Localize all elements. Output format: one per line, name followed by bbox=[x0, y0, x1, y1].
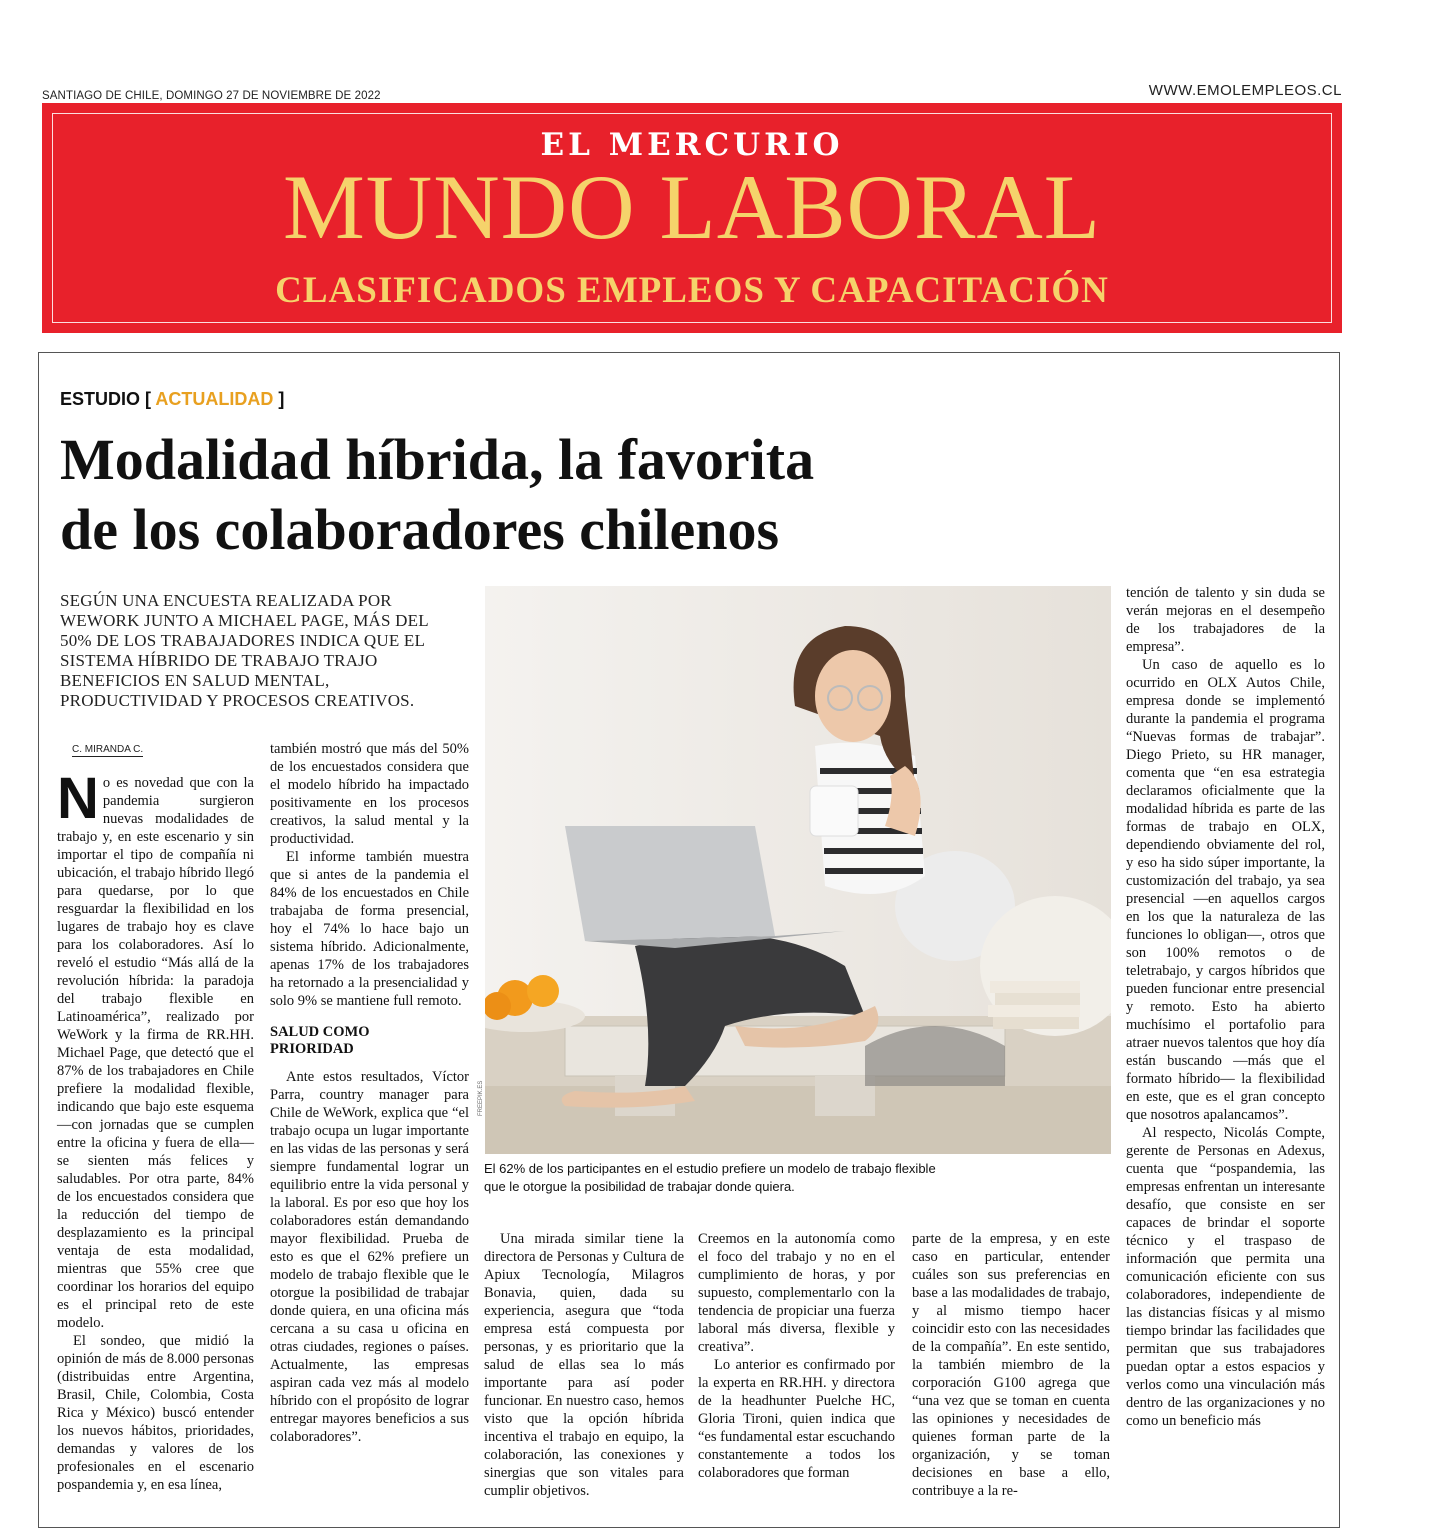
body-column-4 bbox=[698, 1230, 895, 1482]
byline: C. MIRANDA C. bbox=[72, 744, 144, 755]
body-column-5 bbox=[912, 1230, 1110, 1500]
body-paragraph: Creemos en la autonomía como el foco del trabajo y no en el cumplimiento de horas, y por supuesto, complementarlo con la tendencia de propiciar una fuerza laboral más diversa, flexible y creativa”. bbox=[698, 1231, 895, 1355]
body-column-6 bbox=[1126, 584, 1325, 1430]
body-paragraph: El informe también muestra que si antes de la pandemia el 84% de los encuestados en Chile trabajaba de forma presencial, hoy el 74% lo hace bajo un sistema híbrido. Adicionalmente, apenas 17% de los trabajadores ha retornado a la presencialidad y solo 9% se mantiene full remoto. bbox=[270, 849, 469, 1009]
body-paragraph: también mostró que más del 50% de los encuestados considera que el modelo híbrido ha impactado positivamente en los procesos creativos, la salud mental y la productividad. bbox=[270, 741, 469, 847]
body-paragraph: Lo anterior es confirmado por la experta en RR.HH. y directora de la headhunter Puelche HC, Gloria Tironi, quien indica que “es fundamental estar escuchando constantemente a todos los colaboradores que forman bbox=[698, 1357, 895, 1481]
body-column-2 bbox=[270, 740, 469, 1446]
subheading: SALUD COMO PRIORIDAD bbox=[270, 1024, 370, 1057]
subsection-name: ACTUALIDAD bbox=[155, 389, 274, 409]
article-lead bbox=[60, 591, 480, 711]
body-column-3 bbox=[484, 1230, 684, 1500]
body-paragraph: No es novedad que con la pandemia surgieron nuevas modalidades de trabajo y, en este escenario y sin importar el tipo de compañía ni ubicación, el trabajo híbrido llegó para quedarse, por lo que resguardar la flexibilidad en los lugares de trabajo hoy es clave para los colaboradores. Así lo reveló el estudio “Más allá de la revolución híbrida: la paradoja del trabajo flexible en Latinoamérica”, realizado por WeWork y la firma de RR.HH. Michael Page, que detectó que el 87% de los trabajadores en Chile prefiere la modalidad flexible, indicando que bajo este esquema —con jornadas que se cumplen entre la oficina y fuera de ella— se sienten más felices y saludables. Por otra parte, 84% de los encuestados considera que la reducción del tiempo de desplazamiento es la principal ventaja de esta modalidad, mientras que 55% cree que coordinar los horarios del equipo es el principal reto de este modelo. bbox=[57, 766, 254, 1331]
body-column-1 bbox=[57, 766, 254, 1494]
drop-cap: N bbox=[57, 766, 99, 831]
caption-line: El 62% de los participantes en el estudio prefiere un modelo de trabajo flexible bbox=[484, 1161, 936, 1176]
body-paragraph: Una mirada similar tiene la directora de Personas y Cultura de Apiux Tecnología, Milagros Bonavia, quien, dada su experiencia, asegura que “toda empresa está compuesta por personas, y es prioritario que la salud de ellas sea lo más importante para así poder funcionar. En nuestro caso, hemos visto que la opción híbrida incentiva el trabajo en equipo, la colaboración, las conexiones y sinergias que son vitales para cumplir objetivos. bbox=[484, 1231, 684, 1499]
body-paragraph: tención de talento y sin duda se verán mejoras en el desempeño de los trabajadores de la empresa”. bbox=[1126, 585, 1325, 655]
lead-line: WEWORK JUNTO A MICHAEL PAGE, MÁS DEL bbox=[60, 611, 429, 630]
section-label: ESTUDIO [ ACTUALIDAD ] bbox=[60, 389, 285, 409]
caption-line: que le otorgue la posibilidad de trabajar donde quiera. bbox=[484, 1179, 795, 1194]
masthead-banner bbox=[42, 103, 1342, 333]
body-paragraph: Un caso de aquello es lo ocurrido en OLX Autos Chile, empresa donde se implementó durante la pandemia el programa “Nuevas formas de trabajar”. Diego Prieto, su HR manager, comenta que “en esa estrategia declaramos oficialmente que la modalidad híbrida es parte de las formas de trabajo en OLX, dependiendo obviamente del rol, y eso ha sido súper importante, la customización del trabajo, ya sea presencial —en aquellos cargos en los que la naturaleza de las funciones lo obligan—, otros que son 100% remotos o de teletrabajo, y cargos híbridos que pueden funcionar entre presencial y remoto. Esto ha abierto muchísimo el portafolio para atraer nuevos talentos que hoy día están buscando —más que el formato híbrido— la flexibilidad en este, que es el gran concepto que nosotros apalancamos”. bbox=[1126, 657, 1325, 1123]
section-name: ESTUDIO bbox=[60, 389, 141, 409]
photo-caption bbox=[484, 1160, 1004, 1196]
lead-line: PRODUCTIVIDAD Y PROCESOS CREATIVOS. bbox=[60, 691, 415, 710]
masthead-title: MUNDO LABORAL bbox=[283, 156, 1101, 258]
lead-line: SISTEMA HÍBRIDO DE TRABAJO TRAJO bbox=[60, 651, 378, 670]
dateline: SANTIAGO DE CHILE, DOMINGO 27 DE NOVIEMBRE DE 2022 bbox=[42, 90, 381, 102]
body-paragraph: El sondeo, que midió la opinión de más de 8.000 personas (distribuidas entre Argentina, Brasil, Chile, Colombia, Costa Rica y México) buscó entender los nuevos hábitos, prioridades, demandas y valores de los profesionales en el escenario pospandemia y, en esa línea, bbox=[57, 1333, 254, 1493]
website-url[interactable]: WWW.EMOLEMPLEOS.CL bbox=[1148, 82, 1342, 99]
lead-line: SEGÚN UNA ENCUESTA REALIZADA POR bbox=[60, 591, 392, 610]
article-photo bbox=[485, 586, 1111, 1154]
lead-line: BENEFICIOS EN SALUD MENTAL, bbox=[60, 671, 330, 690]
article-headline bbox=[60, 425, 1020, 565]
lead-line: 50% DE LOS TRABAJADORES INDICA QUE EL bbox=[60, 631, 426, 650]
photo-credit: FREEPIK.ES bbox=[478, 1080, 484, 1116]
body-paragraph: Al respecto, Nicolás Compte, gerente de Personas en Adexus, cuenta que “pospandemia, las empresas enfrentan un interesante desafío, que consiste en ser capaces de brindar el soporte técnico y el traspaso de información que permita una comunicación eficiente con sus colaboradores, independiente de las distancias físicas y al mismo tiempo brindar las facilidades que permitan que sus trabajadores puedan optar a estos espacios y verlos como una vinculación más dentro de las organizaciones y no como un beneficio más bbox=[1126, 1125, 1325, 1429]
body-paragraph: parte de la empresa, y en este caso en particular, entender cuáles son sus preferencias en base a las modalidades de trabajo, y al mismo tiempo hacer coincidir esto con las necesidades de la compañía”. En este sentido, la también miembro de la corporación G100 agrega que “una vez que se toman en cuenta las opiniones y necesidades de quienes forman parte de la organización, y se toman decisiones en base a ello, contribuye a la re- bbox=[912, 1231, 1110, 1499]
body-paragraph: Ante estos resultados, Víctor Parra, country manager para Chile de WeWork, explica que “el trabajo ocupa un lugar importante en las vidas de las personas y será siempre fundamental lograr un equilibrio entre la vida personal y la laboral. Es por eso que hoy los colaboradores están demandando mayor flexibilidad. Prueba de esto es que el 62% prefiere un modelo de trabajo flexible que le otorgue la posibilidad de trabajar donde quiera, en una oficina más cercana a su casa u oficina en otras ciudades, regiones o países. Actualmente, las empresas aspiran cada vez más al modelo híbrido con el propósito de lograr entregar mayores beneficios a sus colaboradores”. bbox=[270, 1069, 469, 1445]
headline-line-2: de los colaboradores chilenos bbox=[60, 497, 780, 562]
headline-line-1: Modalidad híbrida, la favorita bbox=[60, 427, 815, 492]
woman-laptop-illustration bbox=[485, 586, 1111, 1154]
brand-name: EL MERCURIO bbox=[540, 127, 844, 163]
masthead-subtitle: CLASIFICADOS EMPLEOS Y CAPACITACIÓN bbox=[275, 270, 1109, 311]
